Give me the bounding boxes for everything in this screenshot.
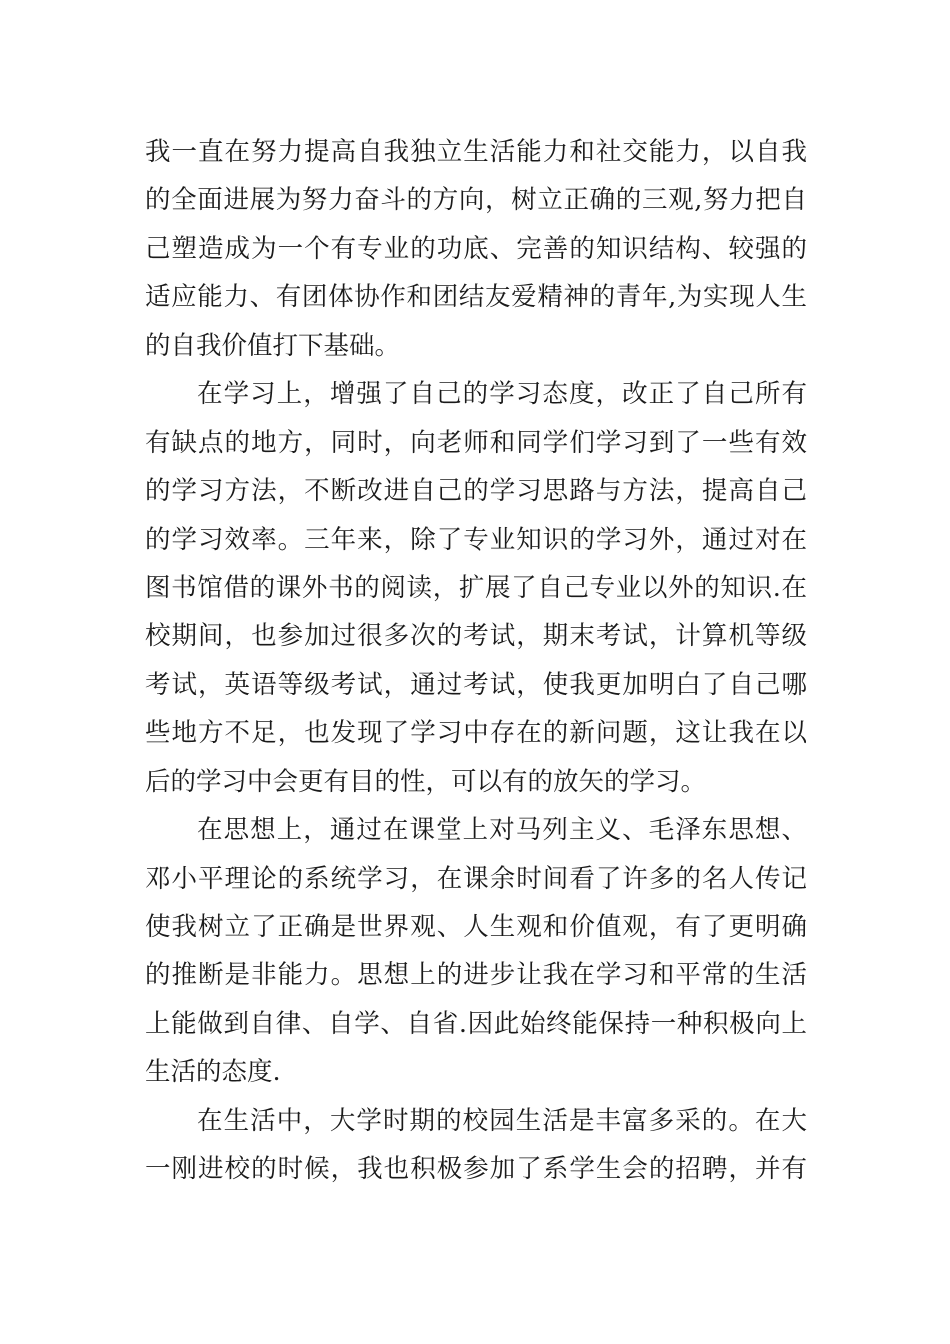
text-line: 校期间，也参加过很多次的考试，期末考试，计算机等级: [145, 621, 807, 652]
text-line: 己塑造成为一个有专业的功底、完善的知识结构、较强的: [145, 233, 807, 264]
text-line: 一刚进校的时候，我也积极参加了系学生会的招聘，并有: [145, 1154, 807, 1185]
text-line: 在思想上，通过在课堂上对马列主义、毛泽东思想、: [197, 815, 807, 846]
text-line: 生活的态度.: [145, 1057, 281, 1088]
text-line: 在生活中，大学时期的校园生活是丰富多采的。在大: [197, 1105, 807, 1136]
text-line: 图书馆借的课外书的阅读，扩展了自己专业以外的知识.在: [145, 572, 807, 603]
text-line: 的全面进展为努力奋斗的方向，树立正确的三观,努力把自: [145, 185, 807, 216]
text-line: 的学习效率。三年来，除了专业知识的学习外，通过对在: [145, 524, 807, 555]
text-line: 些地方不足，也发现了学习中存在的新问题，这让我在以: [145, 718, 807, 749]
text-line: 邓小平理论的系统学习，在课余时间看了许多的名人传记: [145, 863, 807, 894]
document-body: [145, 128, 807, 1194]
text-line: 有缺点的地方，同时，向老师和同学们学习到了一些有效: [145, 427, 807, 458]
text-line: 考试，英语等级考试，通过考试，使我更加明白了自己哪: [145, 669, 807, 700]
text-line: 的自我价值打下基础。: [145, 330, 401, 361]
text-line: 后的学习中会更有目的性，可以有的放矢的学习。: [145, 766, 707, 797]
text-line: 我一直在努力提高自我独立生活能力和社交能力，以自我: [145, 137, 807, 167]
text-line: 使我树立了正确是世界观、人生观和价值观，有了更明确: [145, 912, 807, 942]
text-line: 上能做到自律、自学、自省.因此始终能保持一种积极向上: [145, 1008, 807, 1039]
text-line: 在学习上，增强了自己的学习态度，改正了自己所有: [197, 379, 807, 410]
text-line: 适应能力、有团体协作和团结友爱精神的青年,为实现人生: [145, 282, 807, 313]
text-line: 的推断是非能力。思想上的进步让我在学习和平常的生活: [145, 960, 807, 991]
text-line: 的学习方法，不断改进自己的学习思路与方法，提高自己: [145, 476, 807, 507]
